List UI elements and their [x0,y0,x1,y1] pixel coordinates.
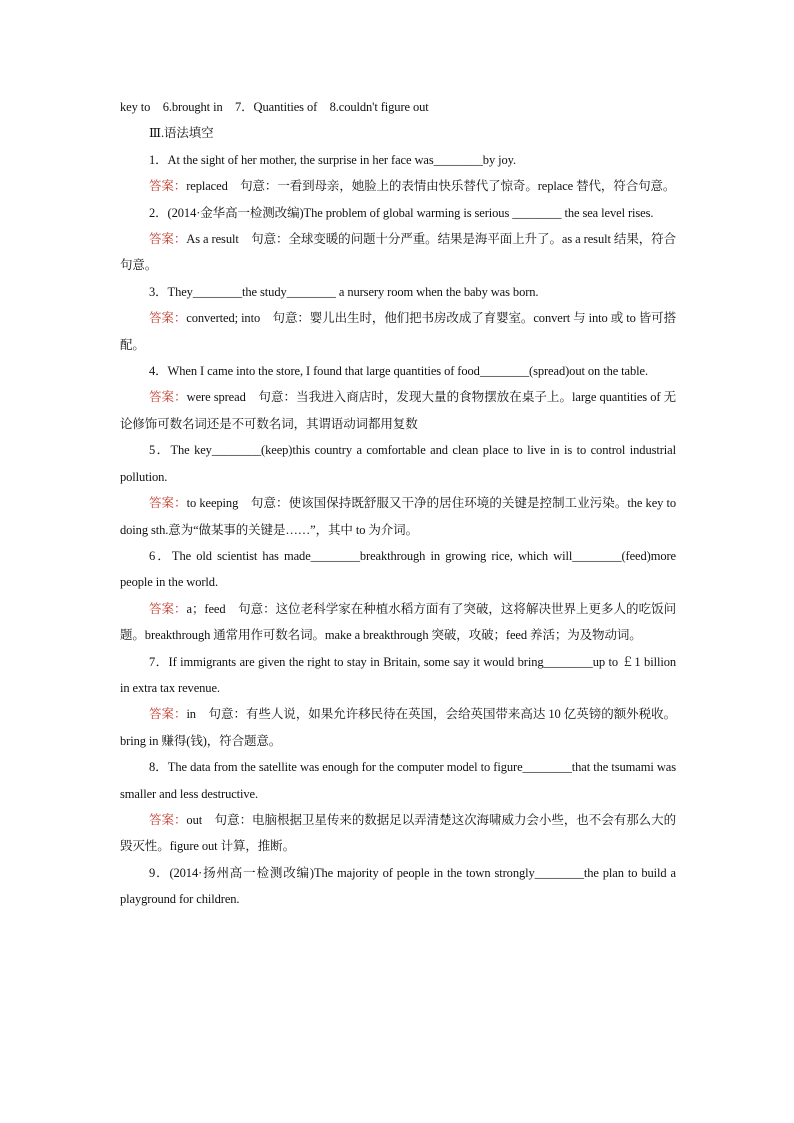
answer-label: 答案： [149,311,187,326]
answer-8 [120,807,676,860]
answer-label: 答案： [149,179,187,194]
answer-text: a；feed 句意：这位老科学家在种植水稻方面有了突破，这将解决世界上更多人的吃饭问题。breakthrough 通常用作可数名词。make a breakthrough 突破，攻破；feed 养活；为及物动词。 [120,601,677,643]
answer-label: 答案： [149,390,187,405]
answer-5 [120,490,676,543]
answer-label: 答案： [149,496,187,511]
answer-label: 答案： [149,812,187,827]
question-1: 1．At the sight of her mother, the surprise in her face was________by joy. [149,152,516,167]
section-title: Ⅲ.语法填空 [149,126,214,141]
question-3: 3．They________the study________ a nursery room when the baby was born. [149,284,539,299]
answer-6 [120,596,676,649]
question-list [120,147,676,913]
answer-4 [120,384,676,437]
answer-text: converted; into 句意：婴儿出生时，他们把书房改成了育婴室。convert 与 into 或 to 皆可搭配。 [120,311,676,352]
answer-1 [120,173,676,199]
answer-text: out 句意：电脑根据卫星传来的数据足以弄清楚这次海啸威力会小些，也不会有那么大的毁灭性。figure out 计算，推断。 [120,812,677,854]
answer-text: As a result 句意：全球变暖的问题十分严重。结果是海平面上升了。as a result 结果，符合句意。 [120,232,677,273]
question-4: 4．When I came into the store, I found that large quantities of food________(spread)out on the table. [149,364,649,379]
answer-text: in 句意：有些人说，如果允许移民待在英国，会给英国带来高达 10 亿英镑的额外税收。bring in 赚得(钱)，符合题意。 [120,707,676,748]
answer-3 [120,305,676,358]
question-7: 7．If immigrants are given the right to stay in Britain, some say it would bring________up to ￡1 billion in extra tax revenue. [120,654,676,695]
question-8: 8．The data from the satellite was enough for the computer model to figure________that the tsumami was smaller and less destructive. [120,760,676,801]
question-9: 9．(2014·扬州高一检测改编)The majority of people in the town strongly________the plan to build a playground for children. [120,865,676,907]
answer-label: 答案： [149,707,187,722]
answer-label: 答案： [149,232,187,247]
answer-label: 答案： [149,601,187,616]
answer-text: were spread 句意：当我进入商店时，发现大量的食物摆放在桌子上。large quantities of 无论修饰可数名词还是不可数名词，其谓语动词都用复数 [120,390,676,431]
answer-text: to keeping 句意：使该国保持既舒服又干净的居住环境的关键是控制工业污染。the key to doing sth.意为“做某事的关键是……”，其中 to 为介词。 [120,496,676,537]
answer-key-line: key to 6.brought in 7．Quantities of 8.couldn't figure out [120,100,429,114]
answer-7 [120,701,676,754]
document-page [120,94,676,913]
answer-text: replaced 句意：一看到母亲，她脸上的表情由快乐替代了惊奇。replace 替代，符合句意。 [186,179,676,194]
question-6: 6．The old scientist has made________breakthrough in growing rice, which will________(feed)more people in the world. [120,548,676,590]
question-5: 5．The key________(keep)this country a comfortable and clean place to live in is to control industrial pollution. [120,443,676,484]
question-2: 2．(2014·金华高一检测改编)The problem of global warming is serious ________ the sea level rises. [149,205,654,220]
answer-2 [120,226,676,279]
